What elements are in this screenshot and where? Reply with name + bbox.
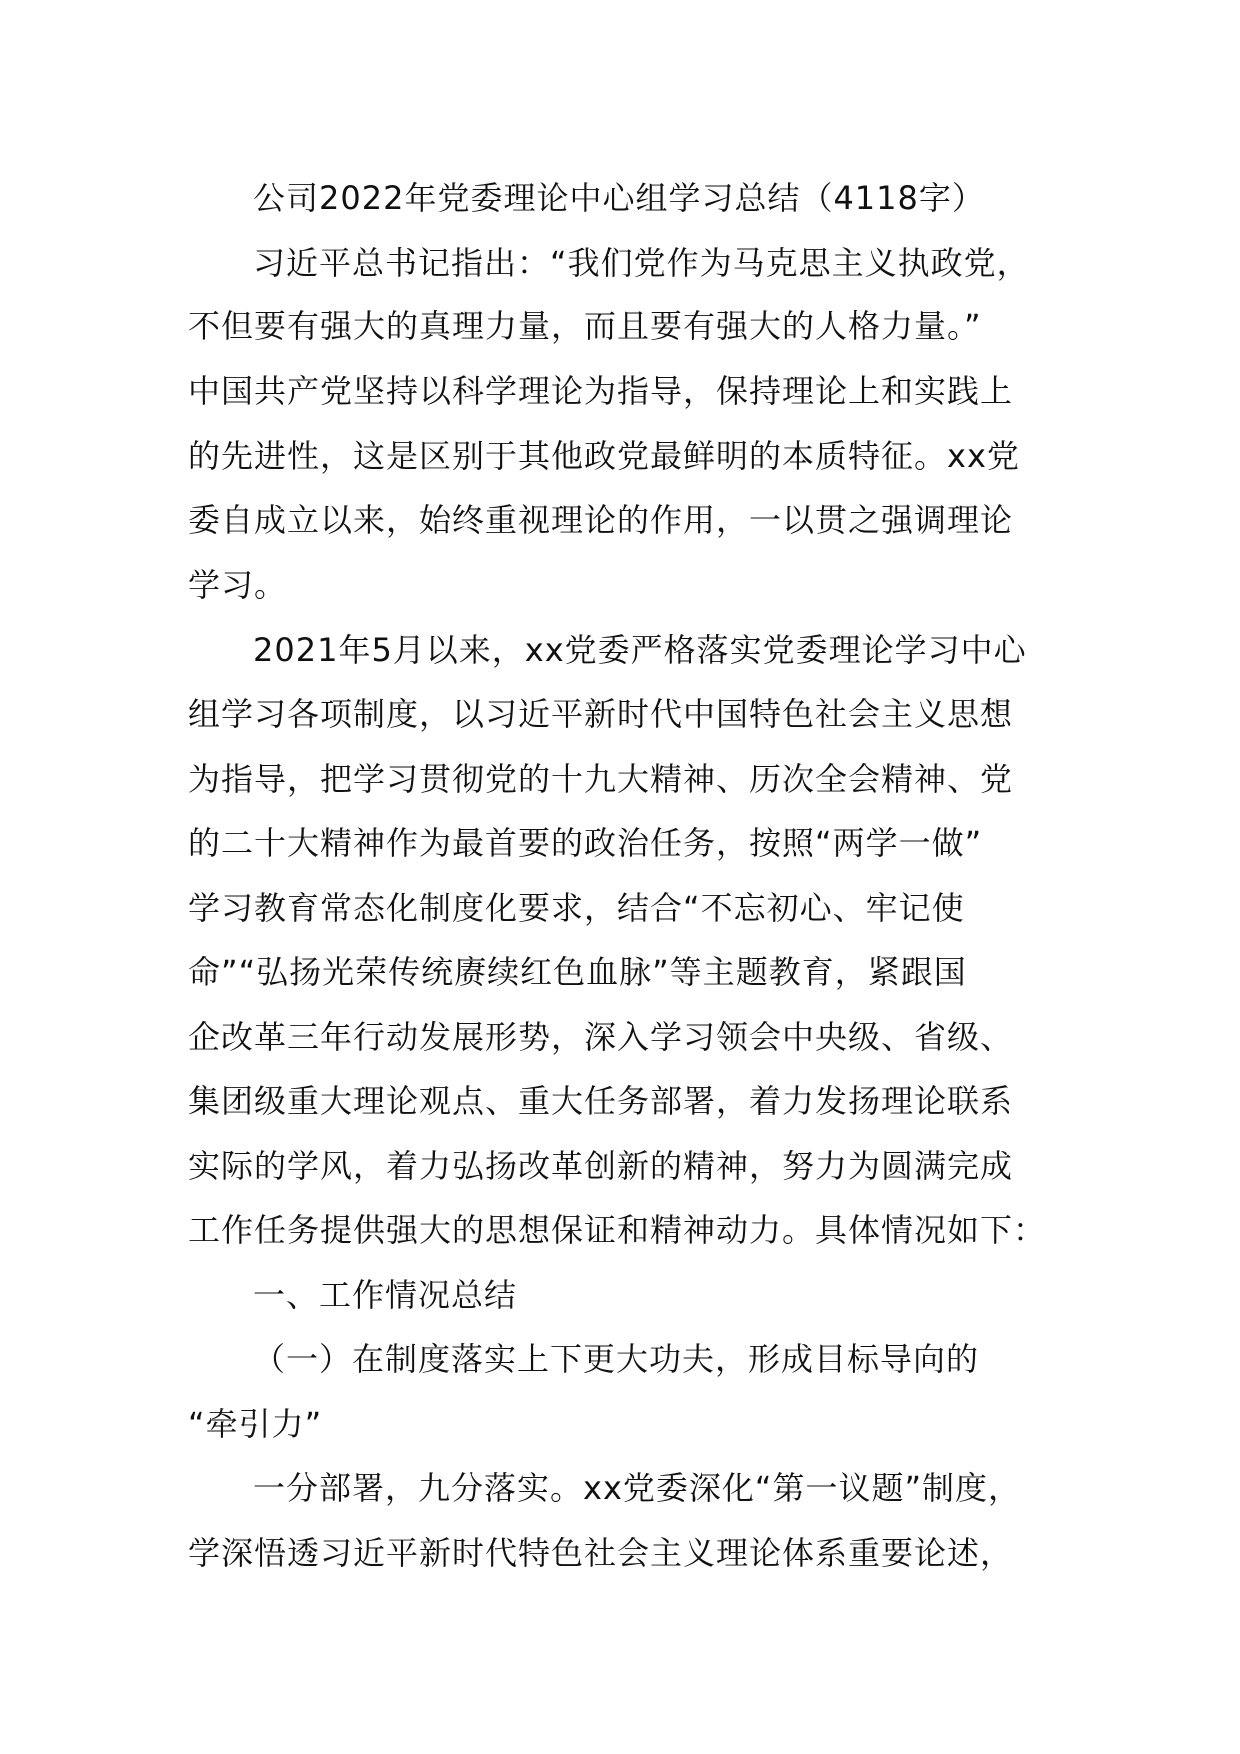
paragraph-2-line-2: 组学习各项制度，以习近平新时代中国特色社会主义思想 (188, 695, 1014, 733)
paragraph-3-line-1: 一分部署，九分落实。xx党委深化“第一议题”制度， (253, 1469, 1022, 1507)
subsection-1-heading-line-2: “牵引力” (188, 1405, 323, 1443)
paragraph-2-line-9: 实际的学风，着力弘扬改革创新的精神，努力为圆满完成 (188, 1147, 1014, 1185)
subsection-1-heading-line-1: （一）在制度落实上下更大功夫，形成目标导向的 (253, 1340, 980, 1378)
document-title: 公司2022年党委理论中心组学习总结（4118字） (253, 179, 985, 217)
paragraph-3-line-2: 学深悟透习近平新时代特色社会主义理论体系重要论述， (188, 1534, 1014, 1572)
paragraph-1-line-3: 中国共产党坚持以科学理论为指导，保持理论上和实践上 (188, 372, 1014, 410)
paragraph-2-line-10: 工作任务提供强大的思想保证和精神动力。具体情况如下： (188, 1211, 1047, 1249)
paragraph-2-line-1: 2021年5月以来，xx党委严格落实党委理论学习中心 (253, 631, 1027, 669)
paragraph-2-line-3: 为指导，把学习贯彻党的十九大精神、历次全会精神、党 (188, 760, 1014, 798)
paragraph-2-line-7: 企改革三年行动发展形势，深入学习领会中央级、省级、 (188, 1018, 1014, 1056)
paragraph-2-line-5: 学习教育常态化制度化要求，结合“不忘初心、牢记使 (188, 889, 965, 927)
paragraph-1-line-2: 不但要有强大的真理力量，而且要有强大的人格力量。” (188, 307, 982, 345)
paragraph-2-line-6: 命”“弘扬光荣传统赓续红色血脉”等主题教育，紧跟国 (188, 953, 967, 991)
paragraph-1-line-4: 的先进性，这是区别于其他政党最鲜明的本质特征。xx党 (188, 437, 1020, 475)
paragraph-2-line-4: 的二十大精神作为最首要的政治任务，按照“两学一做” (188, 824, 983, 862)
section-1-heading: 一、工作情况总结 (253, 1276, 518, 1314)
paragraph-2-line-8: 集团级重大理论观点、重大任务部署，着力发扬理论联系 (188, 1082, 1014, 1120)
paragraph-1-line-5: 委自成立以来，始终重视理论的作用，一以贯之强调理论 (188, 501, 1014, 539)
paragraph-1-line-6: 学习。 (188, 566, 288, 604)
paragraph-1-line-1: 习近平总书记指出：“我们党作为马克思主义执政党， (253, 244, 1030, 282)
